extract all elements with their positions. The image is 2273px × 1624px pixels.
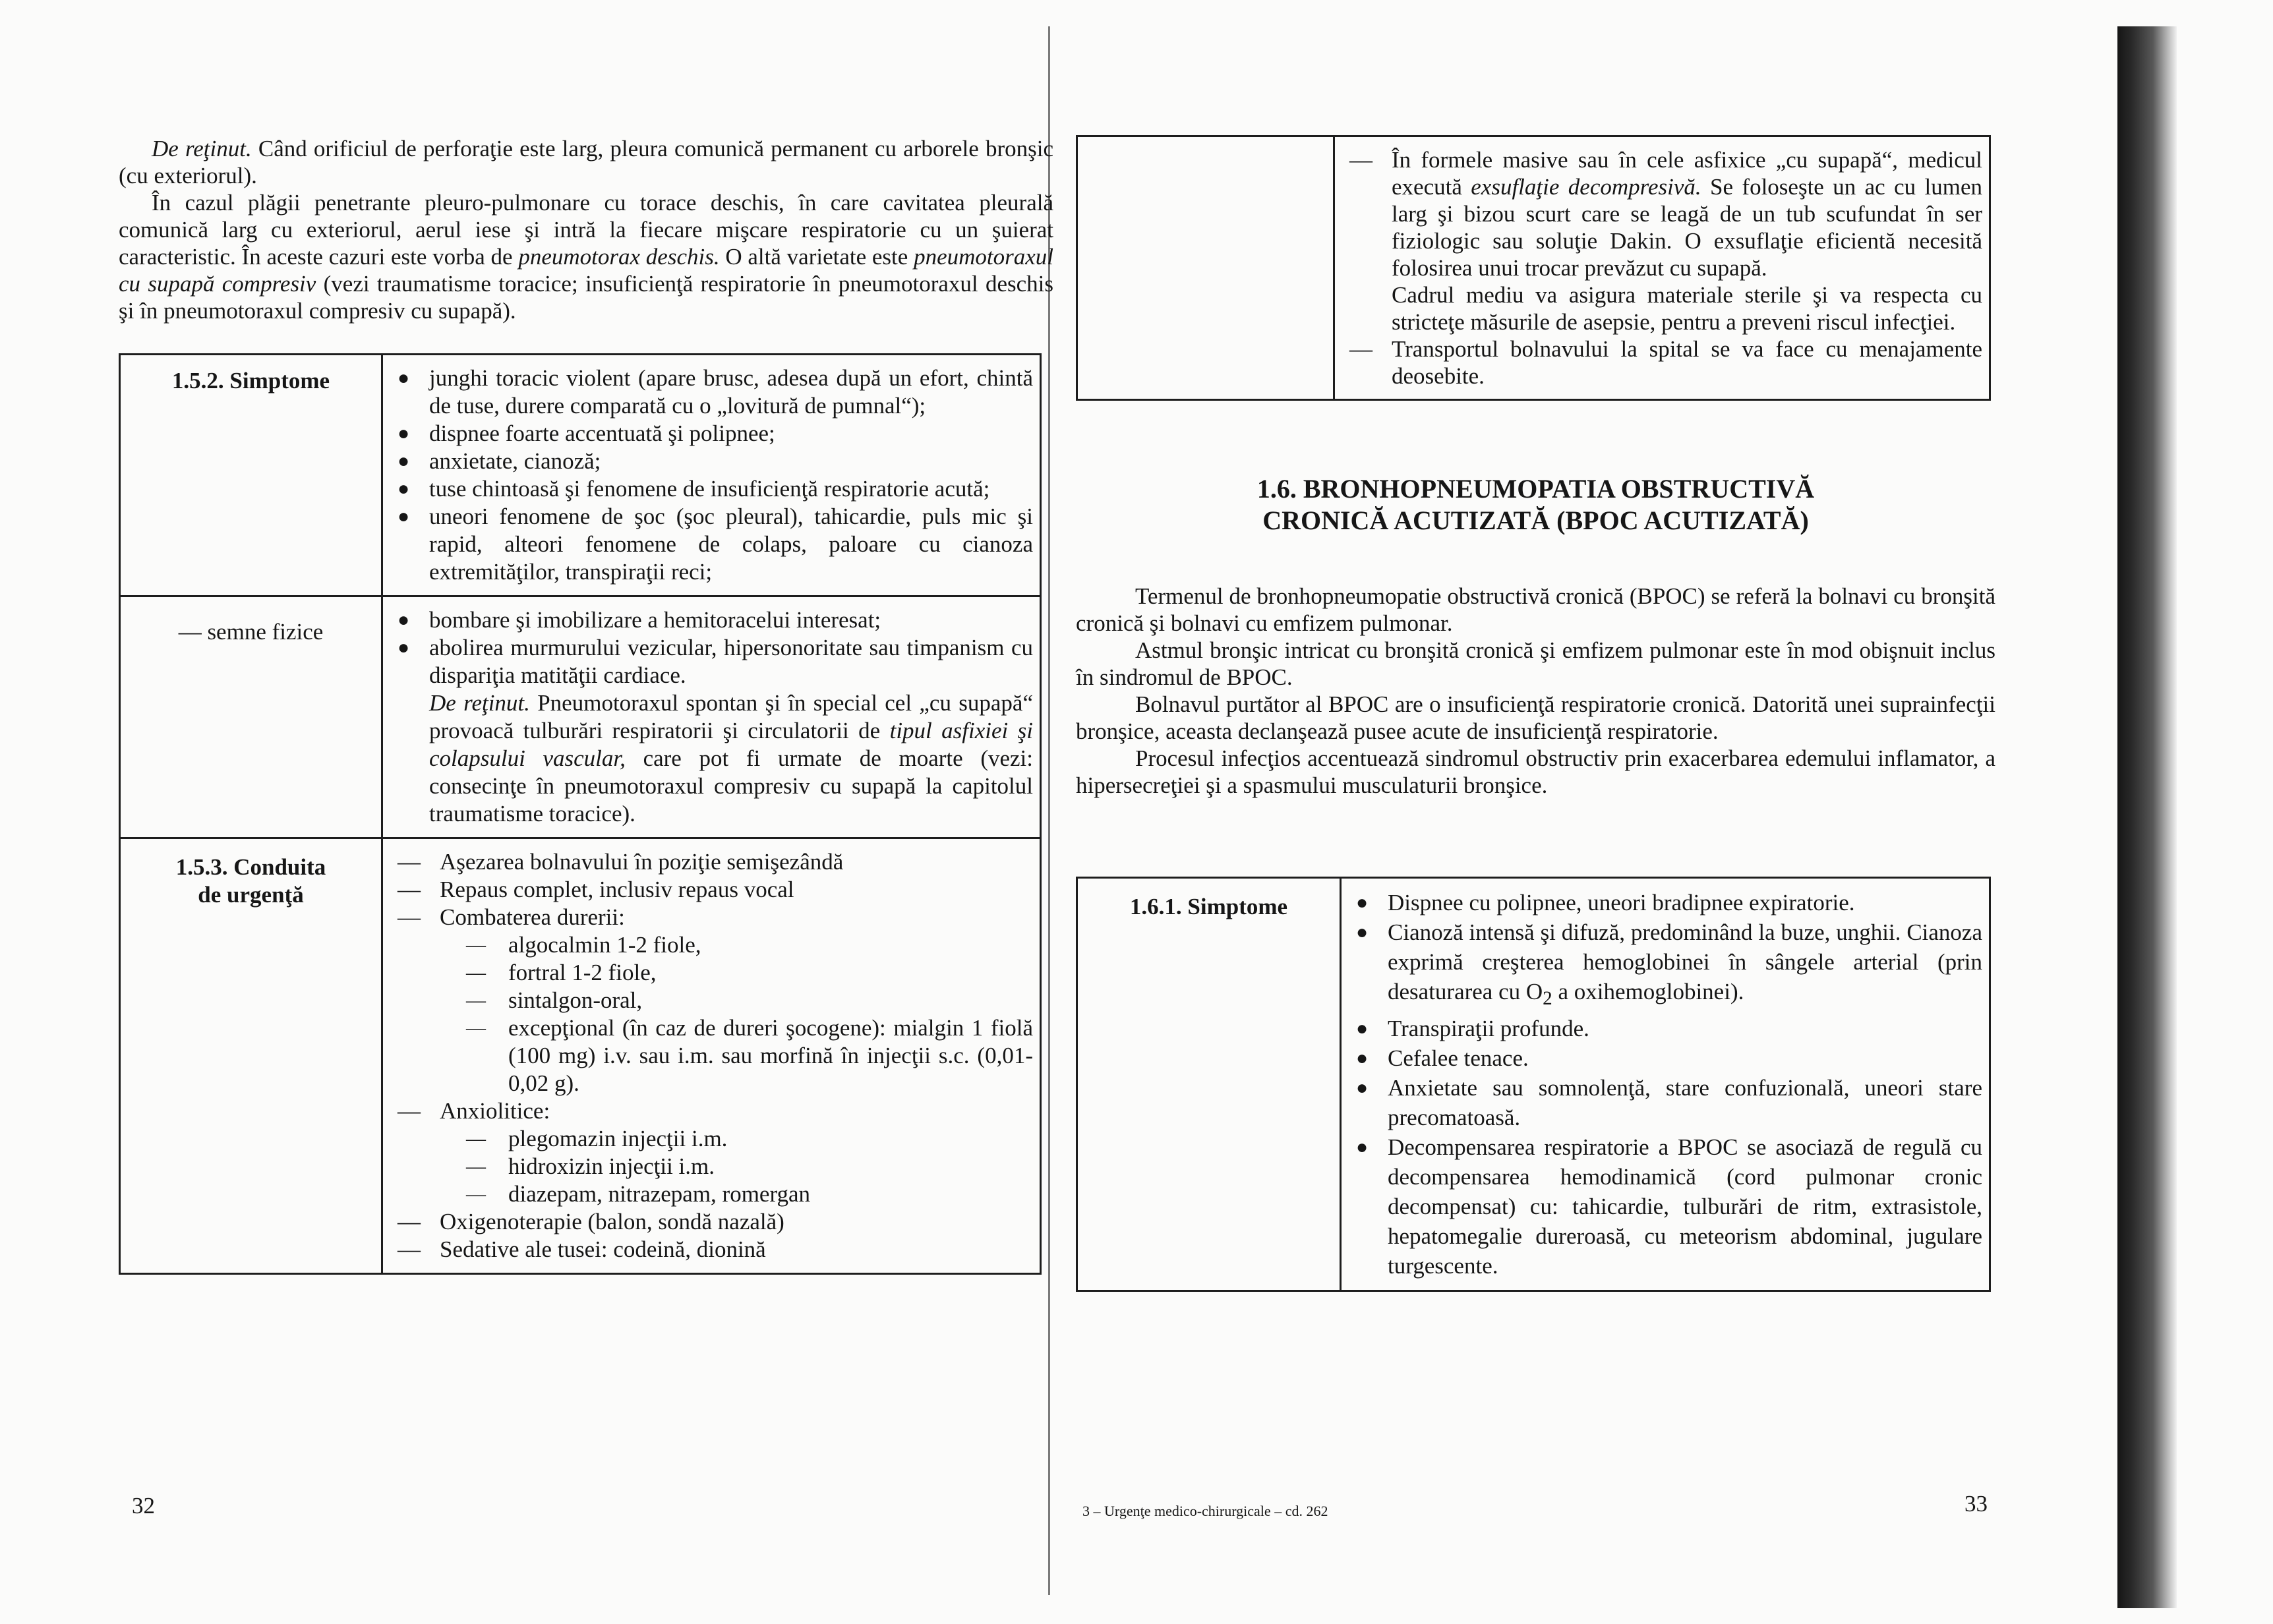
page-number-right: 33 xyxy=(1964,1491,1988,1517)
section-heading: 1.6.1. Simptome xyxy=(1077,878,1341,1291)
list-item: ● abolirea murmurului vezicular, hipersonoritate sau timpanism cu dispariţia matităţii cardiace. xyxy=(398,634,1033,689)
signs-list xyxy=(398,606,1033,689)
paragraph: Astmul bronşic intricat cu bronşită cronică şi emfizem pulmonar este în mod obişnuit inclus în sindromul de BPOC. xyxy=(1076,637,1995,690)
continued-table xyxy=(1076,135,1991,401)
table-row xyxy=(1077,136,1990,400)
sub-list xyxy=(466,931,1033,1097)
symptoms-table xyxy=(1076,877,1991,1292)
list-item: — algocalmin 1-2 fiole, xyxy=(466,931,1033,959)
list-item: — Sedative ale tusei: codeină, dionină xyxy=(398,1236,1033,1263)
body-text xyxy=(1076,583,1995,799)
list-item: — Repaus complet, inclusiv repaus vocal xyxy=(398,876,1033,904)
list-item: — sintalgon-oral, xyxy=(466,987,1033,1014)
sub-list xyxy=(466,1125,1033,1208)
left-page xyxy=(119,135,1053,1275)
symptom-list xyxy=(398,364,1033,586)
intro-paragraph: În cazul plăgii penetrante pleuro-pulmonare cu torace deschis, în care cavitatea pleurală comunică larg cu exteriorul, aerul iese şi intră la fiecare mişcare respiratorie cu un şuierat caracteristic. În aceste cazuri este vorba de pneumotorax deschis. O altă varietate este pneumotoraxul cu supapă compresiv (vezi traumatisme toracice; insuficienţă respiratorie în pneumotoraxul deschis şi în pneumotoraxul compresiv cu supapă). xyxy=(119,190,1054,324)
right-page xyxy=(1076,135,1995,1292)
section-heading: 1.5.3. Conduita de urgenţă xyxy=(120,838,382,1274)
table-row xyxy=(120,838,1041,1274)
list-item: ● tuse chintoasă şi fenomene de insuficienţă respiratorie acută; xyxy=(398,475,1033,503)
list-item: ● Dispnee cu polipnee, uneori bradipnee expiratorie. xyxy=(1356,888,1982,917)
table-row xyxy=(120,355,1041,596)
note-paragraph: De reţinut. Pneumotoraxul spontan şi în special cel „cu supapă“ provoacă tulburări respiratorii şi circulatorii de tipul asfixiei şi colapsului vascular, care pot fi urmate de moarte (vezi: consecinţe în pneumotoraxul compresiv cu supapă la capitolul traumatisme toracice). xyxy=(429,690,1033,826)
paragraph: Termenul de bronhopneumopatie obstructivă cronică (BPOC) se referă la bolnavi cu bronşită cronică şi bolnavi cu emfizem pulmonar. xyxy=(1076,583,1995,636)
list-item: ● Cefalee tenace. xyxy=(1356,1043,1982,1073)
page-number-left: 32 xyxy=(132,1493,155,1519)
list-item: — fortral 1-2 fiole, xyxy=(466,959,1033,987)
list-item: — plegomazin injecţii i.m. xyxy=(466,1125,1033,1153)
list-item: ● Anxietate sau somnolenţă, stare confuzională, uneori stare precomatoasă. xyxy=(1356,1073,1982,1132)
list-item: ● uneori fenomene de şoc (şoc pleural), tahicardie, puls mic şi rapid, alteori fenomene de colaps, paloare cu cianoza extremităţilor, transpiraţii reci; xyxy=(398,503,1033,586)
note-paragraph: De reţinut. Când orificiul de perforaţie este larg, pleura comunică permanent cu arborele bronşic (cu exteriorul). xyxy=(119,136,1053,188)
list-item: — Anxiolitice: — plegomazin injecţii i.m. — hidroxizin injecţii i.m. — diazepam, nitrazepam, romergan xyxy=(398,1097,1033,1208)
list-item: — În formele masive sau în cele asfixice „cu supapă“, medicul execută exsuflaţie decompresivă. Se foloseşte un ac cu lumen larg şi bizou scurt care se leagă de un tub scufundat în ser fiziologic sau soluţie Dakin. O exsuflaţie eficientă necesită folosirea unui trocar prevăzut cu supapă. Cadrul mediu va asigura materiale sterile şi va respecta cu stricteţe măsurile de asepsie, pentru a preveni riscul infecţiei. xyxy=(1349,146,1982,335)
chapter-title: 1.6. BRONHOPNEUMOPATIA OBSTRUCTIVĂ CRONICĂ ACUTIZATĂ (BPOC ACUTIZATĂ) xyxy=(1256,474,1815,535)
list-item: — Oxigenoterapie (balon, sondă nazală) xyxy=(398,1208,1033,1236)
scan-edge-shadow xyxy=(2117,26,2177,1608)
section-heading: 1.5.2. Simptome xyxy=(120,355,382,596)
list-item: — hidroxizin injecţii i.m. xyxy=(466,1153,1033,1180)
list-item: — Aşezarea bolnavului în poziţie semişezândă xyxy=(398,848,1033,876)
list-item: — excepţional (în caz de dureri şocogene): mialgin 1 fiolă (100 mg) i.v. sau i.m. sau morfină în injecţii s.c. (0,01-0,02 g). xyxy=(466,1014,1033,1097)
urgent-care-list xyxy=(398,848,1033,1263)
list-item: ● junghi toracic violent (apare brusc, adesea după un efort, chintă de tuse, durere comparată cu o „lovitură de pumnal“); xyxy=(398,364,1033,420)
list-item: — diazepam, nitrazepam, romergan xyxy=(466,1180,1033,1208)
symptoms-table xyxy=(119,353,1042,1275)
treatment-list xyxy=(1349,146,1982,390)
section-subheading: — semne fizice xyxy=(120,596,382,838)
paragraph: Bolnavul purtător al BPOC are o insuficienţă respiratorie cronică. Datorită unei suprainfecţii bronşice, aceasta declanşează pusee acute de insuficienţă respiratorie. xyxy=(1076,691,1995,744)
list-item: ● Cianoză intensă şi difuză, predominând la buze, unghii. Cianoza exprimă creşterea hemoglobinei în sângele arterial (prin desaturarea cu $O_2$ a oxihemoglobinei). xyxy=(1356,917,1982,1014)
list-item: ● dispnee foarte accentuată şi polipnee; xyxy=(398,420,1033,448)
list-item: ● Transpiraţii profunde. xyxy=(1356,1014,1982,1043)
list-item: — Transportul bolnavului la spital se va face cu menajamente deosebite. xyxy=(1349,335,1982,390)
list-item: ● anxietate, cianoză; xyxy=(398,448,1033,475)
list-item: — Combaterea durerii: — algocalmin 1-2 fiole, — fortral 1-2 fiole, — sintalgon-oral, — excepţional (în caz de dureri şocogene): mialgin 1 fiolă (100 mg) i.v. sau i.m. sau morfină în injecţii s.c. (0,01-0,02 g). xyxy=(398,904,1033,1097)
list-item: ● bombare şi imobilizare a hemitoracelui interesat; xyxy=(398,606,1033,634)
paragraph: Procesul infecţios accentuează sindromul obstructiv prin exacerbarea edemului inflamator, a hipersecreţiei şi a spasmului musculaturii bronşice. xyxy=(1076,745,1995,798)
table-row xyxy=(120,596,1041,838)
table-row xyxy=(1077,878,1990,1291)
symptom-list xyxy=(1356,888,1982,1281)
footer-note: 3 – Urgenţe medico-chirurgicale – cd. 262 xyxy=(1082,1503,1328,1519)
list-item: ● Decompensarea respiratorie a BPOC se asociază de regulă cu decompensarea hemodinamică (cord pulmonar cronic decompensat) cu: tahicardie, tulburări de ritm, extrasistole, hepatomegalie dureroasă, cu meteorism abdominal, jugulare turgescente. xyxy=(1356,1132,1982,1281)
